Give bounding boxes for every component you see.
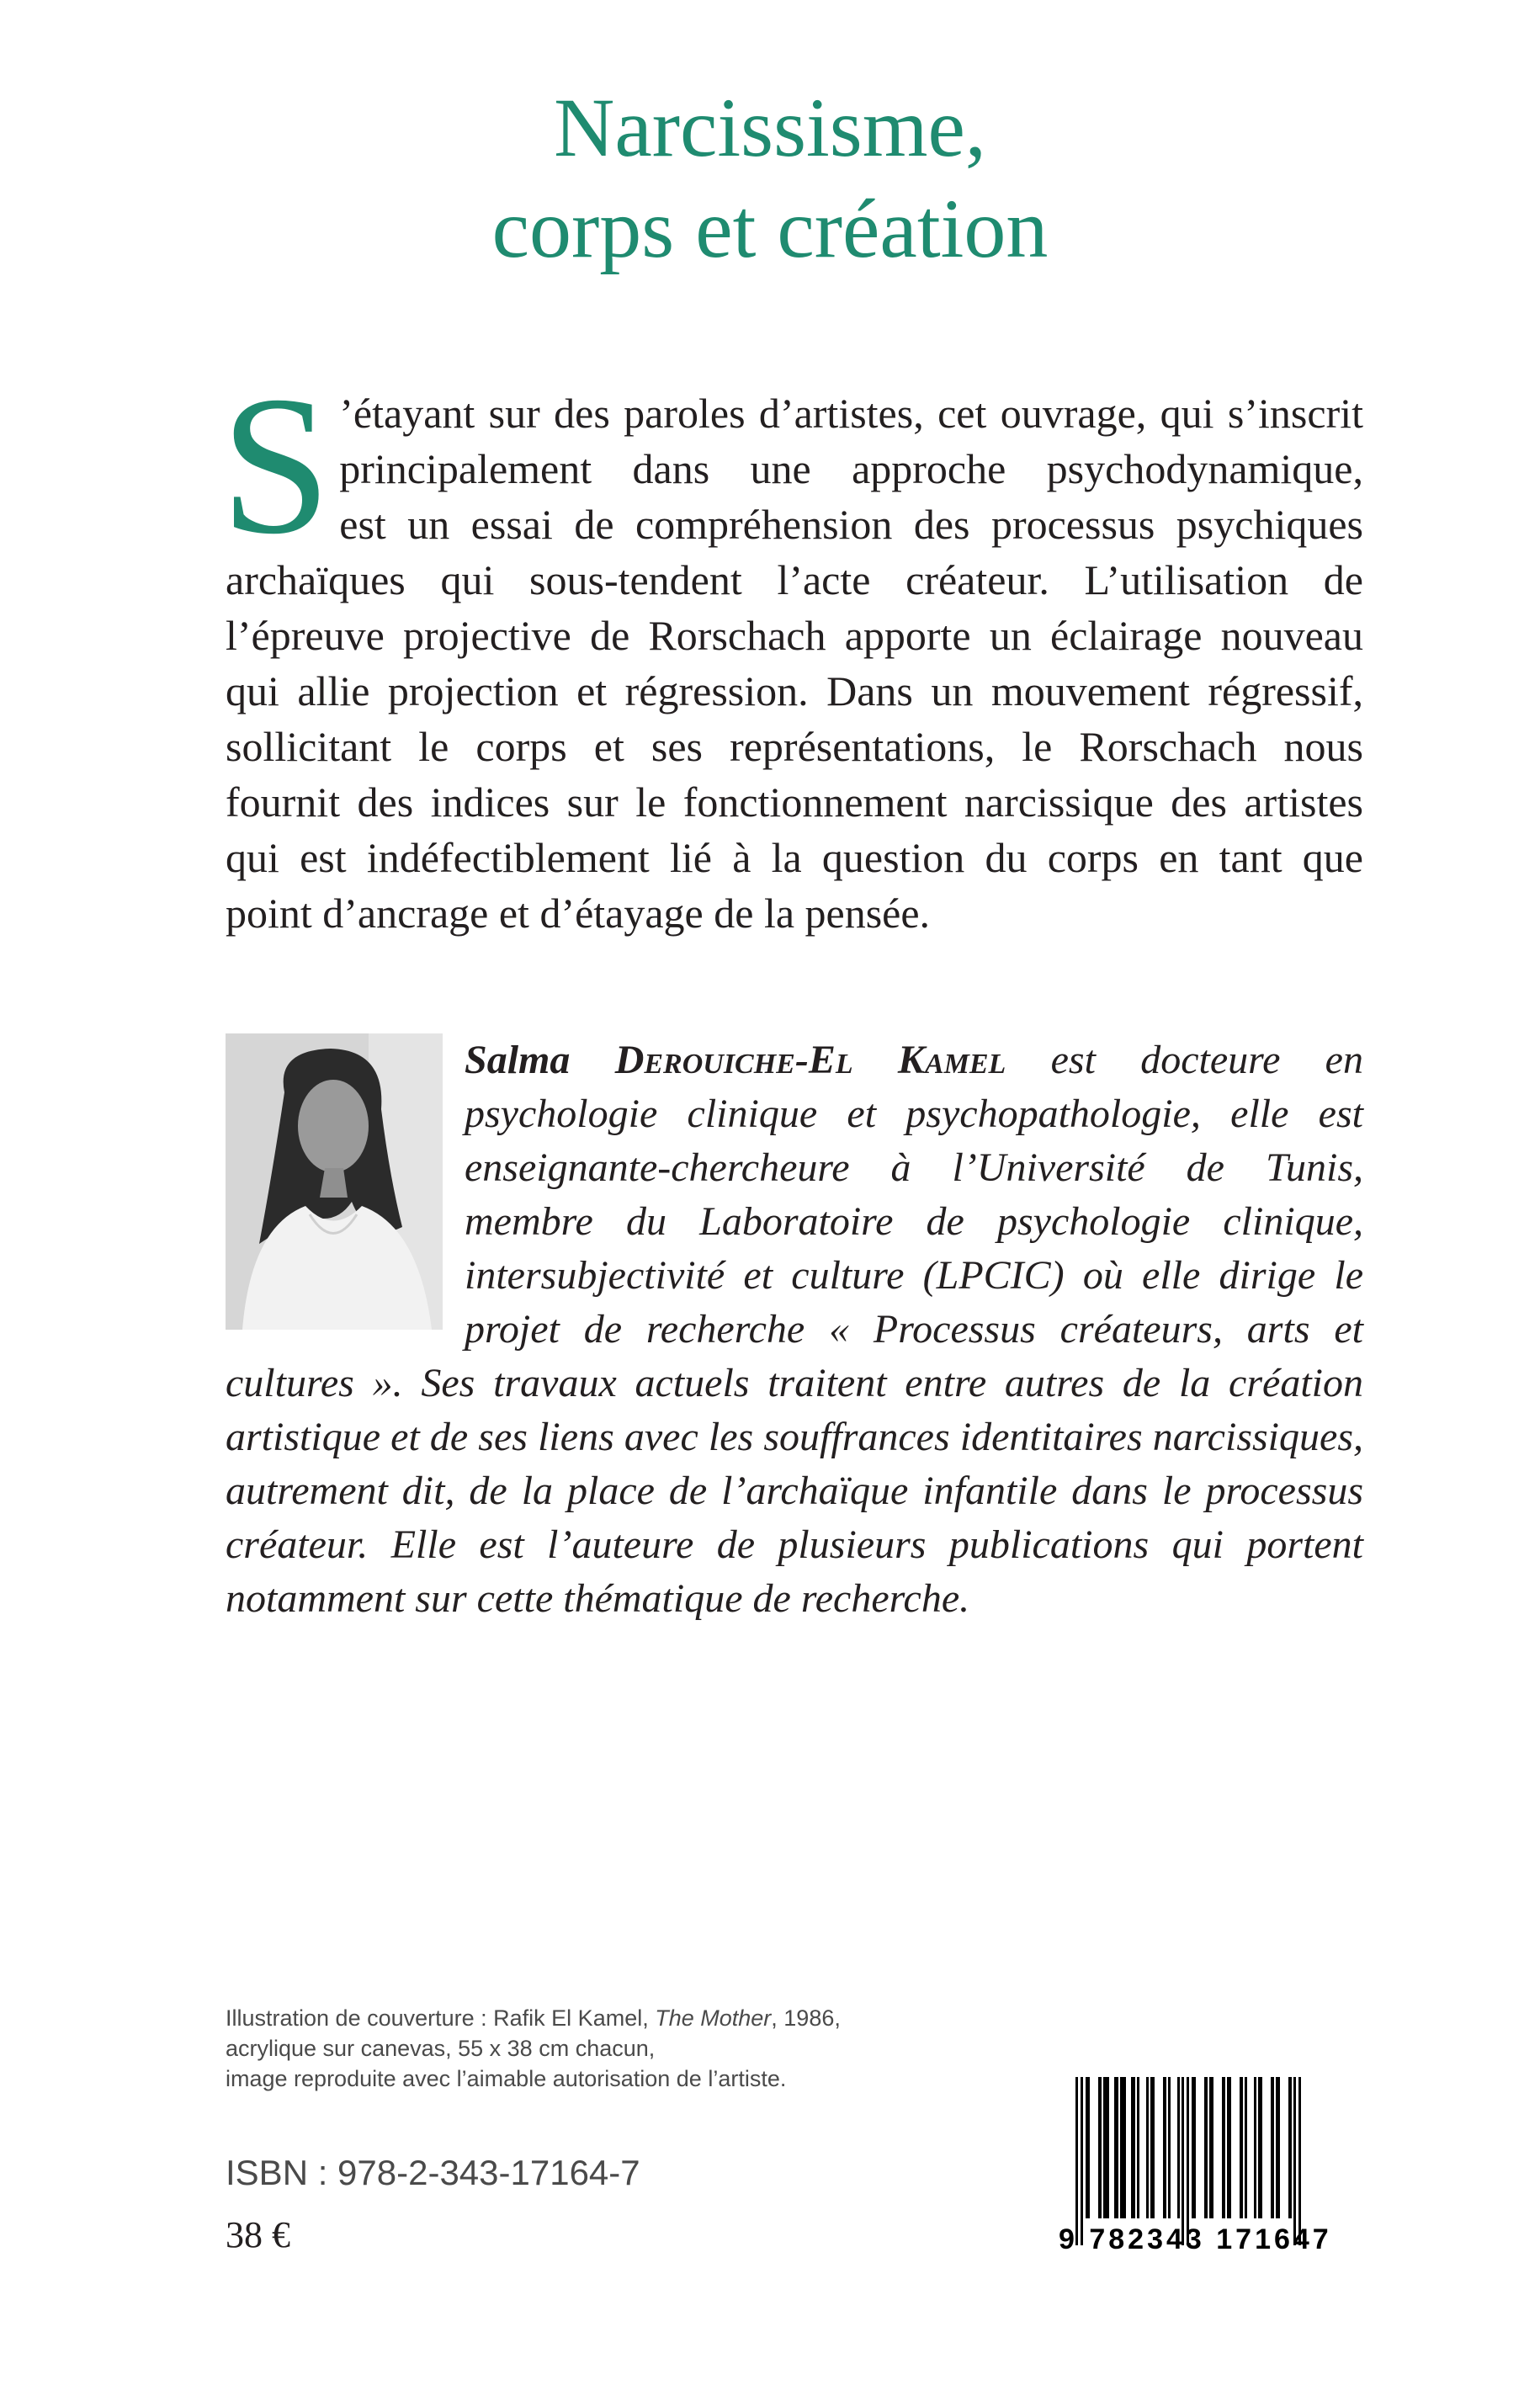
credits-line-2: acrylique sur canevas, 55 x 38 cm chacun, xyxy=(226,2036,656,2061)
barcode-bar xyxy=(1163,2077,1166,2218)
barcode-bar xyxy=(1276,2077,1280,2218)
barcode-guard-bar xyxy=(1293,2077,1296,2245)
barcode-bar xyxy=(1086,2077,1090,2218)
barcode-guard-bar xyxy=(1187,2077,1189,2245)
title-line-1: Narcissisme, xyxy=(554,81,986,174)
barcode-bar xyxy=(1114,2077,1118,2218)
author-section xyxy=(226,1033,1363,1626)
barcode-bar xyxy=(1103,2077,1109,2218)
blurb-line: point d’ancrage et d’étayage de la pensée. xyxy=(226,890,931,937)
barcode-guard-bar xyxy=(1182,2077,1184,2245)
barcode-digits: 9 782343 171647 xyxy=(1059,2223,1332,2255)
barcode-bar xyxy=(1168,2077,1171,2218)
drop-cap: S xyxy=(220,356,332,576)
barcode-bar xyxy=(1204,2077,1208,2218)
blurb-line: qui allie projection et régression. Dans un mouvement régressif, xyxy=(226,667,1363,714)
barcode-bar xyxy=(1137,2077,1139,2218)
price: 38 € xyxy=(226,2214,290,2255)
barcode-guard-bar xyxy=(1075,2077,1078,2245)
book-title xyxy=(0,77,1540,279)
author-bio-text: est docteure en psychologie clinique et psychopathologie, elle est enseignante-chercheure à l’Université de Tunis, membre du Laboratoire de psychologie clinique, intersubjectivité et culture (LPCIC) où elle dirige le projet de recherche « Processus créateurs, arts et cultures ». Ses travaux actuels traitent entre autres de la création artistique et de ses liens avec les souffrances identitaires narcissiques, autrement dit, de la place de l’archaïque infantile dans le processus créateur. Elle est l’auteure de plusieurs publications qui portent notamment sur cette thématique de recherche. xyxy=(226,1038,1363,1621)
credits-work-title: The Mother xyxy=(655,2005,772,2031)
author-portrait-illustration xyxy=(226,1033,443,1330)
isbn: ISBN : 978-2-343-17164-7 xyxy=(226,2153,640,2192)
barcode-guard-bar xyxy=(1081,2077,1083,2245)
cover-credits xyxy=(226,2003,983,2094)
blurb-line: ’étayant sur des paroles d’artistes, cet ouvrage, qui s’inscrit xyxy=(339,390,1363,437)
barcode-bar xyxy=(1288,2077,1292,2218)
blurb-line: fournit des indices sur le fonctionnement narcissique des artistes xyxy=(226,778,1363,826)
barcode-bar xyxy=(1146,2077,1149,2218)
barcode-guard-bar xyxy=(1298,2077,1301,2245)
barcode-bar xyxy=(1177,2077,1180,2218)
credits-line-3: image reproduite avec l’aimable autorisation de l’artiste. xyxy=(226,2066,787,2091)
author-first-name: Salma xyxy=(465,1038,571,1082)
blurb-line: sollicitant le corps et ses représentations, le Rorschach nous xyxy=(226,723,1363,770)
author-photo xyxy=(226,1033,443,1330)
barcode-bar xyxy=(1258,2077,1262,2218)
barcode-bar xyxy=(1254,2077,1256,2218)
title-line-2: corps et création xyxy=(491,182,1049,275)
barcode-bar xyxy=(1150,2077,1155,2218)
barcode-bar xyxy=(1098,2077,1102,2218)
barcode-bar xyxy=(1222,2077,1225,2218)
barcode-bar xyxy=(1120,2077,1126,2218)
blurb-line: principalement dans une approche psychodynamique, xyxy=(339,445,1363,492)
barcode-bar xyxy=(1227,2077,1231,2218)
barcode-bar xyxy=(1192,2077,1196,2218)
blurb-line: est un essai de compréhension des processus psychiques xyxy=(339,501,1363,548)
barcode-bar xyxy=(1245,2077,1247,2218)
barcode-bar xyxy=(1240,2077,1243,2218)
barcode-bar xyxy=(1271,2077,1274,2218)
blurb-line: archaïques qui sous-tendent l’acte créateur. L’utilisation de xyxy=(226,556,1363,603)
credits-line-1 xyxy=(226,2003,983,2033)
credits-suffix: , 1986, xyxy=(771,2005,841,2031)
blurb-line: l’épreuve projective de Rorschach apporte un éclairage nouveau xyxy=(226,612,1363,659)
credits-prefix: Illustration de couverture : Rafik El Kamel, xyxy=(226,2005,656,2031)
barcode-bar xyxy=(1131,2077,1135,2218)
author-last-name: Derouiche-El Kamel xyxy=(614,1038,1006,1082)
blurb-line: qui est indéfectiblement lié à la question du corps en tant que xyxy=(226,834,1363,881)
back-cover-blurb xyxy=(220,356,1363,941)
barcode-bar xyxy=(1209,2077,1213,2218)
